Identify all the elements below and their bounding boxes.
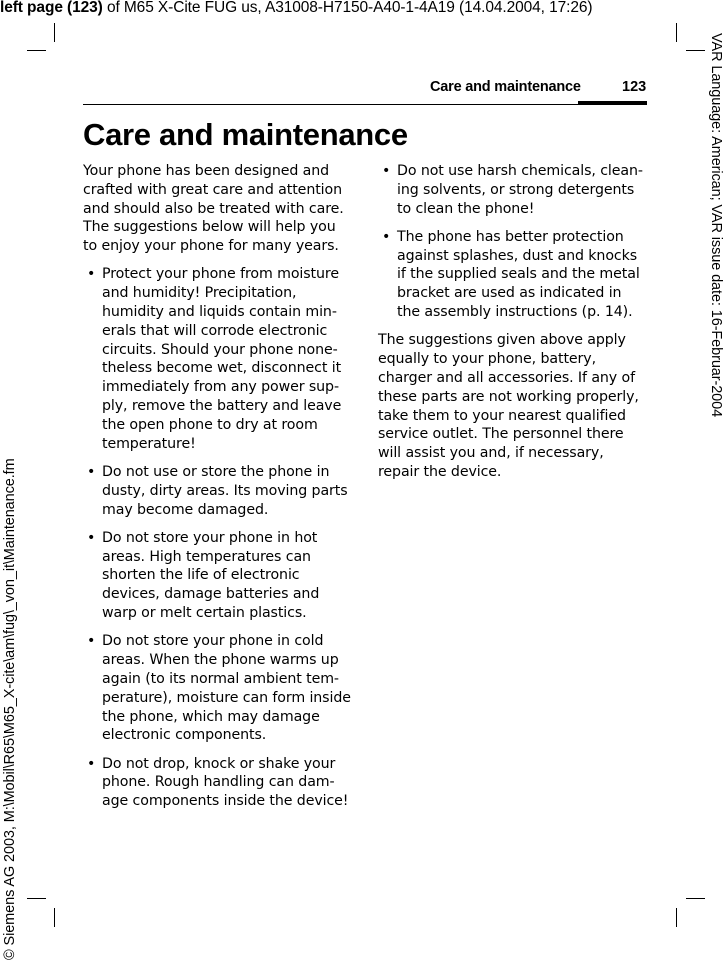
crop-mark-tr-v <box>676 23 677 42</box>
list-item <box>378 228 646 322</box>
page-title: Care and maintenance <box>83 117 408 152</box>
list-item-text: The phone has better protection against splashes, dust and knocks if the supplied seals and the metal bracket are used as indicated in the assembly instructions (p. 14). <box>397 228 640 321</box>
file-header <box>0 0 725 17</box>
crop-mark-tr-h <box>686 50 705 51</box>
bullet-icon: • <box>87 463 96 480</box>
crop-mark-bl-h <box>27 898 46 899</box>
list-item-text: Protect your phone from moisture and humidity! Precipitation, humidity and liquids contain minerals that will corrode electronic circuits. Should your phone nonetheless become wet, disconnect it immediately from any power supply, remove the battery and leave the open phone to dry at room temperature! <box>102 266 342 452</box>
bullet-icon: • <box>87 755 96 772</box>
crop-mark-br-h <box>686 898 705 899</box>
list-item-text: Do not drop, knock or shake your phone. Rough handling can damage components inside the device! <box>102 755 349 810</box>
file-label-rest: of M65 X-Cite FUG us, A31008-H7150-A40-1-4A19 (14.04.2004, 17:26) <box>102 0 593 16</box>
intro-paragraph: Your phone has been designed and crafted with great care and attention and should also be treated with care. The suggestions below will help you to enjoy your phone for many years. <box>83 163 344 255</box>
bullet-icon: • <box>87 529 96 546</box>
list-item <box>83 632 351 745</box>
right-margin-language: VAR Language: American; VAR issue date: 16-Februar-2004 <box>708 33 724 418</box>
list-item-text: Do not use or store the phone in dusty, dirty areas. Its moving parts may become damaged. <box>102 463 348 518</box>
left-bullet-list <box>83 265 351 811</box>
list-item <box>83 265 351 453</box>
header-rule <box>83 104 647 105</box>
bullet-icon: • <box>87 633 96 650</box>
list-item <box>83 529 351 623</box>
list-item-text: Do not store your phone in cold areas. When the phone warms up again (to its normal ambient temperature), moisture can form inside the phone, which may damage electronic components. <box>102 633 351 744</box>
page-number: 123 <box>622 79 647 95</box>
header-rule-accent <box>578 101 647 105</box>
bullet-icon: • <box>87 266 96 283</box>
crop-mark-tl-h <box>27 50 46 51</box>
right-column <box>378 162 646 491</box>
crop-mark-br-v <box>676 908 677 927</box>
list-item <box>378 162 646 218</box>
left-margin-copyright: © Siemens AG 2003, M:\Mobil\R65\M65_X-cite\am\fug\_von_it\Maintenance.fm <box>2 458 18 960</box>
closing-paragraph: The suggestions given above apply equally to your phone, battery, charger and all accessories. If any of these parts are not working properly, take them to your nearest qualified service outlet. The personnel there will assist you and, if necessary, repair the device. <box>378 332 639 480</box>
list-item <box>83 755 351 811</box>
crop-mark-bl-v <box>54 908 55 927</box>
list-item-text: Do not use harsh chemicals, cleaning solvents, or strong detergents to clean the phone! <box>397 163 644 217</box>
right-bullet-list <box>378 162 646 322</box>
crop-mark-tl-v <box>54 23 55 42</box>
bullet-icon: • <box>382 228 391 245</box>
list-item-text: Do not store your phone in hot areas. High temperatures can shorten the life of electronic devices, damage batteries and warp or melt certain plastics. <box>102 529 320 622</box>
bullet-icon: • <box>382 163 391 179</box>
running-head-title: Care and maintenance <box>430 79 581 95</box>
left-column <box>83 162 351 821</box>
list-item <box>83 463 351 519</box>
file-label-bold: left page (123) <box>0 0 103 16</box>
